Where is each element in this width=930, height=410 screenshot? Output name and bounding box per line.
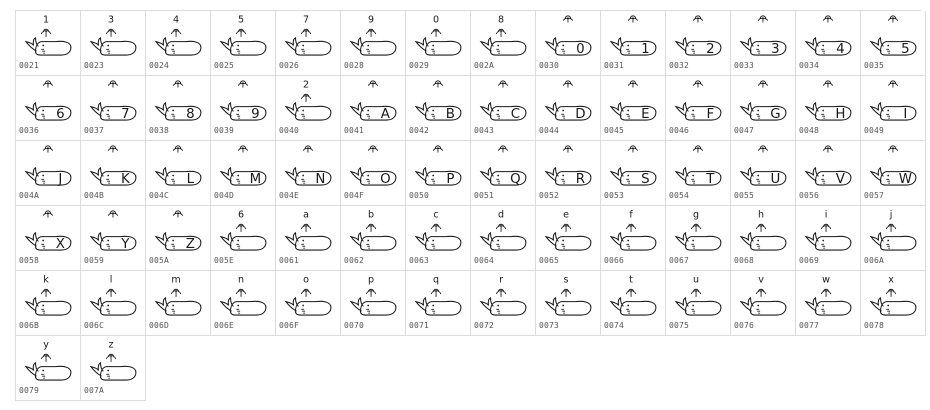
glyph-cell[interactable] [796,11,861,76]
glyph-character: Z [185,237,195,253]
whale-glyph-icon [540,12,594,56]
glyph-cell[interactable] [146,271,211,336]
glyph-cell[interactable] [731,141,796,206]
glyph-cell[interactable] [16,336,81,401]
glyph-cell[interactable] [146,76,211,141]
glyph-character: F [706,107,715,123]
glyph-cell[interactable] [341,271,406,336]
whale-glyph-icon [150,77,204,121]
whale-glyph-icon [865,142,919,186]
glyph-code-label: 0053 [604,191,625,200]
whale-glyph-icon [800,77,854,121]
glyph-character: N [315,172,326,188]
glyph-code-label: 0034 [799,61,820,70]
glyph-code-label: 0037 [84,126,105,135]
glyph-character: E [641,107,650,123]
glyph-character: S [641,172,650,188]
glyph-character: X [55,237,65,253]
glyph-character: M [249,172,262,188]
glyph-code-label: 006A [864,256,885,265]
glyph-cell[interactable] [16,141,81,206]
glyph-code-label: 002A [474,61,495,70]
glyph-character: V [835,172,845,188]
glyph-cell[interactable] [471,271,536,336]
glyph-code-label: 004C [149,191,170,200]
glyph-character: m [171,274,181,286]
glyph-character: T [706,172,715,188]
glyph-character: 5 [238,14,245,26]
whale-glyph-icon [215,207,269,251]
whale-glyph-icon [605,77,659,121]
glyph-cell[interactable] [341,11,406,76]
glyph-cell[interactable] [796,206,861,271]
glyph-cell[interactable] [796,271,861,336]
glyph-cell[interactable] [16,11,81,76]
whale-glyph-icon [345,272,399,316]
glyph-cell[interactable] [666,76,731,141]
glyph-cell[interactable] [601,141,666,206]
glyph-code-label: 0031 [604,61,625,70]
whale-glyph-icon [735,12,789,56]
glyph-character: l [109,274,113,286]
whale-glyph-icon [865,12,919,56]
glyph-cell[interactable] [276,76,341,141]
whale-glyph-icon [735,207,789,251]
glyph-code-label: 006D [149,321,170,330]
glyph-code-label: 0075 [669,321,690,330]
glyph-character: h [758,209,765,221]
whale-glyph-icon [215,77,269,121]
glyph-character: g [693,209,700,221]
glyph-code-label: 004B [84,191,105,200]
glyph-cell[interactable] [601,76,666,141]
whale-glyph-icon [475,207,529,251]
glyph-character: x [888,274,894,286]
glyph-cell[interactable] [276,11,341,76]
glyph-character: 8 [498,14,505,26]
glyph-character: J [58,172,63,188]
glyph-character: v [758,274,764,286]
glyph-cell[interactable] [16,76,81,141]
glyph-character: 8 [186,107,195,123]
whale-glyph-icon [475,272,529,316]
glyph-cell[interactable] [406,141,471,206]
glyph-code-label: 0067 [669,256,690,265]
glyph-character: L [186,172,195,188]
glyph-cell[interactable] [341,206,406,271]
glyph-code-label: 0077 [799,321,820,330]
glyph-cell[interactable] [536,141,601,206]
glyph-character: j [889,209,893,221]
glyph-code-label: 004D [214,191,235,200]
whale-glyph-icon [345,142,399,186]
glyph-character: 6 [238,209,245,221]
glyph-cell[interactable] [861,271,926,336]
glyph-cell[interactable] [81,11,146,76]
whale-glyph-icon [345,207,399,251]
whale-glyph-icon [735,272,789,316]
whale-glyph-icon [800,272,854,316]
glyph-code-label: 0068 [734,256,755,265]
whale-glyph-icon [85,272,139,316]
glyph-code-label: 0071 [409,321,430,330]
whale-glyph-icon [85,207,139,251]
glyph-code-label: 0078 [864,321,885,330]
glyph-character: y [43,339,49,351]
glyph-code-label: 0057 [864,191,885,200]
glyph-character: 0 [433,14,440,26]
glyph-code-label: 0059 [84,256,105,265]
whale-glyph-icon [280,142,334,186]
glyph-cell[interactable] [471,11,536,76]
glyph-character: u [693,274,700,286]
glyph-character: 1 [641,42,650,58]
whale-glyph-icon [280,272,334,316]
glyph-character: B [445,107,455,123]
glyph-character: P [446,172,455,188]
glyph-grid [15,10,921,401]
glyph-code-label: 0062 [344,256,365,265]
glyph-character: 5 [901,42,910,58]
whale-glyph-icon [735,142,789,186]
glyph-character: 3 [108,14,115,26]
glyph-code-label: 0051 [474,191,495,200]
glyph-code-label: 0052 [539,191,560,200]
glyph-cell[interactable] [536,271,601,336]
whale-glyph-icon [150,142,204,186]
whale-glyph-icon [150,12,204,56]
glyph-character: n [238,274,245,286]
glyph-character: s [563,274,569,286]
whale-glyph-icon [20,337,74,381]
whale-glyph-icon [280,77,334,121]
glyph-code-label: 0063 [409,256,430,265]
glyph-code-label: 0070 [344,321,365,330]
glyph-code-label: 0061 [279,256,300,265]
glyph-character: o [303,274,309,286]
whale-glyph-icon [20,272,74,316]
glyph-character: 6 [56,107,65,123]
glyph-cell[interactable] [81,336,146,401]
glyph-code-label: 0055 [734,191,755,200]
glyph-code-label: 0028 [344,61,365,70]
glyph-code-label: 0040 [279,126,300,135]
glyph-code-label: 0042 [409,126,430,135]
glyph-code-label: 0054 [669,191,690,200]
glyph-code-label: 0050 [409,191,430,200]
glyph-character: 4 [836,42,845,58]
glyph-cell[interactable] [16,271,81,336]
whale-glyph-icon [345,12,399,56]
whale-glyph-icon [670,207,724,251]
glyph-cell[interactable] [471,141,536,206]
whale-glyph-icon [410,207,464,251]
glyph-character: q [433,274,440,286]
glyph-code-label: 0043 [474,126,495,135]
glyph-character: z [108,339,114,351]
glyph-character: i [824,209,828,221]
glyph-character: A [380,107,390,123]
glyph-code-label: 0065 [539,256,560,265]
glyph-cell[interactable] [861,206,926,271]
glyph-cell[interactable] [666,206,731,271]
glyph-code-label: 0073 [539,321,560,330]
glyph-cell[interactable] [211,11,276,76]
glyph-character: 0 [576,42,585,58]
glyph-cell[interactable] [666,11,731,76]
glyph-code-label: 0038 [149,126,170,135]
whale-glyph-icon [85,142,139,186]
glyph-code-label: 0066 [604,256,625,265]
glyph-character: p [368,274,375,286]
glyph-cell[interactable] [211,206,276,271]
whale-glyph-icon [20,142,74,186]
whale-glyph-icon [150,207,204,251]
glyph-cell[interactable] [601,206,666,271]
whale-glyph-icon [605,272,659,316]
glyph-cell[interactable] [276,271,341,336]
glyph-code-label: 005A [149,256,170,265]
glyph-cell[interactable] [536,206,601,271]
glyph-cell[interactable] [731,271,796,336]
glyph-code-label: 0030 [539,61,560,70]
glyph-cell[interactable] [861,141,926,206]
glyph-character: G [770,107,781,123]
glyph-cell[interactable] [81,76,146,141]
whale-glyph-icon [865,272,919,316]
whale-glyph-icon [670,77,724,121]
glyph-character: 3 [771,42,780,58]
whale-glyph-icon [540,272,594,316]
glyph-code-label: 0056 [799,191,820,200]
whale-glyph-icon [475,77,529,121]
whale-glyph-icon [410,12,464,56]
glyph-character: C [510,107,521,123]
whale-glyph-icon [20,207,74,251]
glyph-code-label: 0048 [799,126,820,135]
glyph-code-label: 0049 [864,126,885,135]
glyph-character: 2 [303,79,310,91]
glyph-cell[interactable] [276,206,341,271]
glyph-character: 9 [251,107,260,123]
glyph-cell[interactable] [406,271,471,336]
glyph-character: I [903,107,908,123]
glyph-cell[interactable] [81,271,146,336]
glyph-code-label: 0026 [279,61,300,70]
whale-glyph-icon [540,77,594,121]
glyph-character: w [822,274,830,286]
whale-glyph-icon [20,77,74,121]
glyph-code-label: 007A [84,386,105,395]
glyph-code-label: 0033 [734,61,755,70]
glyph-code-label: 0036 [19,126,40,135]
whale-glyph-icon [280,12,334,56]
glyph-cell[interactable] [211,141,276,206]
glyph-code-label: 005E [214,256,235,265]
glyph-character: W [898,172,913,188]
whale-glyph-icon [800,142,854,186]
whale-glyph-icon [800,12,854,56]
glyph-cell[interactable] [146,141,211,206]
whale-glyph-icon [670,142,724,186]
whale-glyph-icon [540,207,594,251]
glyph-cell[interactable] [81,206,146,271]
whale-glyph-icon [85,12,139,56]
whale-glyph-icon [540,142,594,186]
whale-glyph-icon [605,12,659,56]
glyph-cell[interactable] [666,141,731,206]
glyph-character: 1 [43,14,50,26]
glyph-cell[interactable] [666,271,731,336]
glyph-cell[interactable] [861,76,926,141]
whale-glyph-icon [670,272,724,316]
glyph-code-label: 0023 [84,61,105,70]
glyph-code-label: 006C [84,321,105,330]
glyph-character: t [629,274,633,286]
glyph-cell[interactable] [601,271,666,336]
whale-glyph-icon [475,12,529,56]
glyph-cell[interactable] [861,11,926,76]
glyph-character: 7 [303,14,310,26]
whale-glyph-icon [215,272,269,316]
glyph-code-label: 0072 [474,321,495,330]
glyph-code-label: 006E [214,321,235,330]
glyph-cell[interactable] [406,76,471,141]
glyph-code-label: 0025 [214,61,235,70]
glyph-character: U [770,172,781,188]
glyph-character: O [380,172,391,188]
whale-glyph-icon [410,272,464,316]
glyph-cell[interactable] [471,76,536,141]
glyph-character: 9 [368,14,375,26]
glyph-cell[interactable] [731,76,796,141]
glyph-cell[interactable] [471,206,536,271]
whale-glyph-icon [345,77,399,121]
glyph-code-label: 0044 [539,126,560,135]
glyph-cell[interactable] [211,271,276,336]
glyph-character: H [835,107,846,123]
glyph-character: Y [121,237,130,253]
glyph-code-label: 0039 [214,126,235,135]
glyph-character: a [303,209,309,221]
glyph-code-label: 006F [279,321,300,330]
glyph-cell[interactable] [146,206,211,271]
whale-glyph-icon [605,142,659,186]
glyph-code-label: 0024 [149,61,170,70]
whale-glyph-icon [215,12,269,56]
glyph-character: K [121,172,130,188]
glyph-character: Q [510,172,521,188]
glyph-character: 7 [121,107,130,123]
glyph-code-label: 0076 [734,321,755,330]
glyph-code-label: 0079 [19,386,40,395]
glyph-code-label: 0069 [799,256,820,265]
glyph-character: d [498,209,505,221]
whale-glyph-icon [150,272,204,316]
glyph-character: 4 [173,14,180,26]
glyph-cell[interactable] [406,11,471,76]
glyph-cell[interactable] [731,206,796,271]
glyph-code-label: 006B [19,321,40,330]
glyph-character: e [563,209,569,221]
glyph-code-label: 0074 [604,321,625,330]
glyph-cell[interactable] [601,11,666,76]
glyph-cell[interactable] [341,76,406,141]
whale-glyph-icon [215,142,269,186]
glyph-cell[interactable] [796,76,861,141]
whale-glyph-icon [800,207,854,251]
glyph-cell[interactable] [211,76,276,141]
glyph-code-label: 0046 [669,126,690,135]
glyph-code-label: 0045 [604,126,625,135]
glyph-character: k [43,274,49,286]
glyph-cell[interactable] [146,11,211,76]
glyph-cell[interactable] [731,11,796,76]
glyph-code-label: 004A [19,191,40,200]
whale-glyph-icon [670,12,724,56]
glyph-cell[interactable] [406,206,471,271]
glyph-code-label: 0064 [474,256,495,265]
whale-glyph-icon [20,12,74,56]
glyph-character: R [575,172,586,188]
glyph-code-label: 0021 [19,61,40,70]
glyph-code-label: 0035 [864,61,885,70]
whale-glyph-icon [865,207,919,251]
glyph-code-label: 0029 [409,61,430,70]
whale-glyph-icon [865,77,919,121]
glyph-code-label: 0041 [344,126,365,135]
whale-glyph-icon [410,77,464,121]
whale-glyph-icon [280,207,334,251]
glyph-cell[interactable] [276,141,341,206]
glyph-code-label: 004E [279,191,300,200]
glyph-cell[interactable] [341,141,406,206]
glyph-code-label: 0058 [19,256,40,265]
whale-glyph-icon [85,77,139,121]
glyph-cell[interactable] [536,76,601,141]
glyph-character: 2 [706,42,715,58]
glyph-cell[interactable] [16,206,81,271]
glyph-code-label: 0047 [734,126,755,135]
whale-glyph-icon [605,207,659,251]
glyph-character: r [499,274,504,286]
whale-glyph-icon [475,142,529,186]
glyph-character: D [575,107,586,123]
glyph-character: c [433,209,439,221]
glyph-code-label: 0032 [669,61,690,70]
whale-glyph-icon [85,337,139,381]
glyph-character: f [629,209,633,221]
glyph-cell[interactable] [536,11,601,76]
glyph-character: b [368,209,375,221]
whale-glyph-icon [735,77,789,121]
glyph-cell[interactable] [81,141,146,206]
glyph-code-label: 004F [344,191,365,200]
whale-glyph-icon [410,142,464,186]
glyph-cell[interactable] [796,141,861,206]
